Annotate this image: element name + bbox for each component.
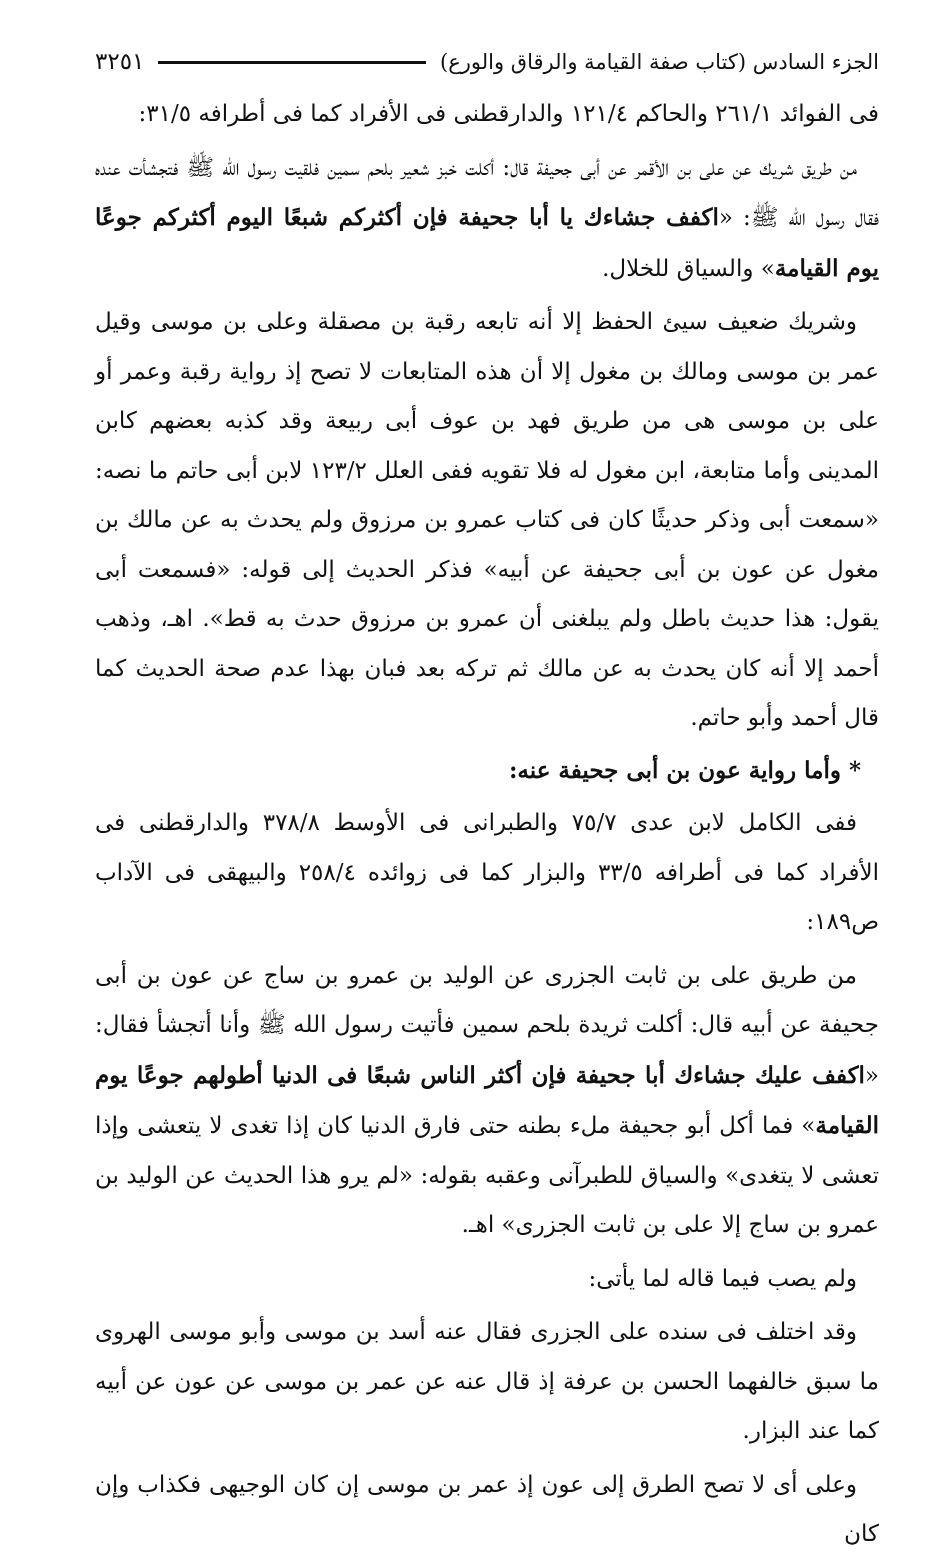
running-head-title: الجزء السادس (كتاب صفة القيامة والرقاق والورع) bbox=[440, 50, 879, 74]
hadith-quote-bold: اكفف جشاءك يا أبا جحيفة فإن أكثركم شبعًا اليوم أكثركم جوعًا يوم القيامة bbox=[95, 204, 879, 282]
paragraph-sources-1: فى الفوائد ٢٦١/١ والحاكم ١٢١/٤ والدارقطنى فى الأفراد كما فى أطرافه ٣١/٥: bbox=[138, 101, 879, 127]
paragraph-text: من طريق شريك عن على بن الأقمر عن أبى جحيفة قال: أكلت خبز شعير بلحم سمين فلقيت رسول الله ﷺ فتجشأت عنده فقال رسول الله ﷺ: « bbox=[95, 154, 879, 231]
hadith-quote-bold: اكفف عليك جشاءك أبا جحيفة فإن أكثر الناس شبعًا فى الدنيا أطولهم جوعًا يوم القيامة bbox=[95, 1061, 879, 1139]
paragraph-sharik-critique: وشريك ضعيف سيئ الحفظ إلا أنه تابعه رقبة بن مصقلة وعلى بن موسى وقيل عمر بن موسى ومالك بن مغول إلا أن هذه المتابعات لا تصح إذ رواية رقبة وعمر أو على بن موسى هى من طريق فهد بن عوف أبى ربيعة وقد كذبه بعضهم كابن المدينى وأما متابعة، ابن مغول له فلا تقويه ففى العلل ١٢٣/٢ لابن أبى حاتم ما نصه: «سمعت أبى وذكر حديثًا كان فى كتاب عمرو بن مرزوق ولم يحدث به عن مالك بن مغول عن عون بن أبى جحيفة عن أبيه» فذكر الحديث إلى قوله: «فسمعت أبى يقول: هذا حديث باطل ولم يبلغنى أن عمرو بن مرزوق حدث به قط». اهـ، وذهب أحمد إلا أنه كان يحدث به عن مالك ثم تركه بعد فبان بهذا عدم صحة الحديث كما قال أحمد وأبو حاتم. bbox=[95, 309, 880, 731]
page-number: ٣٢٥١ bbox=[95, 49, 145, 75]
page-header bbox=[95, 40, 879, 84]
paragraph-conclusion: وعلى أى لا تصح الطرق إلى عون إذ عمر بن موسى إن كان الوجيهى فكذاب وإن كان bbox=[95, 1471, 879, 1547]
paragraph-hadith-sharik bbox=[95, 144, 879, 295]
paragraph-isnad-variance: وقد اختلف فى سنده على الجزرى فقال عنه أسد بن موسى وأبو موسى الهروى ما سبق خالفهما الحسن بن عرفة إذ قال عنه عن عمر بن موسى عن عون عن أبيه كما عند البزار. bbox=[95, 1319, 879, 1444]
section-heading-text: وأما رواية عون بن أبى جحيفة عنه: bbox=[508, 756, 841, 784]
paragraph-sources-2: ففى الكامل لابن عدى ٧٥/٧ والطبرانى فى الأوسط ٣٧٨/٨ والدارقطنى فى الأفراد كما فى أطرافه ٣٣/٥ والبزار كما فى زوائده ٢٥٨/٤ والبيهقى فى الآداب ص١٨٩: bbox=[95, 810, 880, 935]
paragraph-hadith-awn bbox=[95, 952, 879, 1251]
star-icon: * bbox=[848, 756, 861, 784]
header-rule bbox=[158, 61, 426, 64]
paragraph-rebuttal-intro: ولم يصب فيما قاله لما يأتى: bbox=[588, 1265, 857, 1292]
paragraph-text: من طريق على بن ثابت الجزرى عن الوليد بن عمرو بن ساج عن عون بن أبى جحيفة عن أبيه قال: أكلت ثريدة بلحم سمين فأتيت رسول الله ﷺ وأنا أتجشأ فقال: « bbox=[95, 962, 879, 1089]
paragraph-text: » فما أكل أبو جحيفة ملء بطنه حتى فارق الدنيا كان إذا تغدى لا يتعشى وإذا تعشى لا يتغدى» والسياق للطبرآنى وعقبه بقوله: «لم يرو هذا الحديث عن الوليد بن عمرو بن ساج إلا على بن ثابت الجزرى» اهـ. bbox=[95, 1113, 879, 1238]
section-heading bbox=[95, 746, 861, 796]
paragraph-text: » والسياق للخلال. bbox=[602, 255, 775, 282]
